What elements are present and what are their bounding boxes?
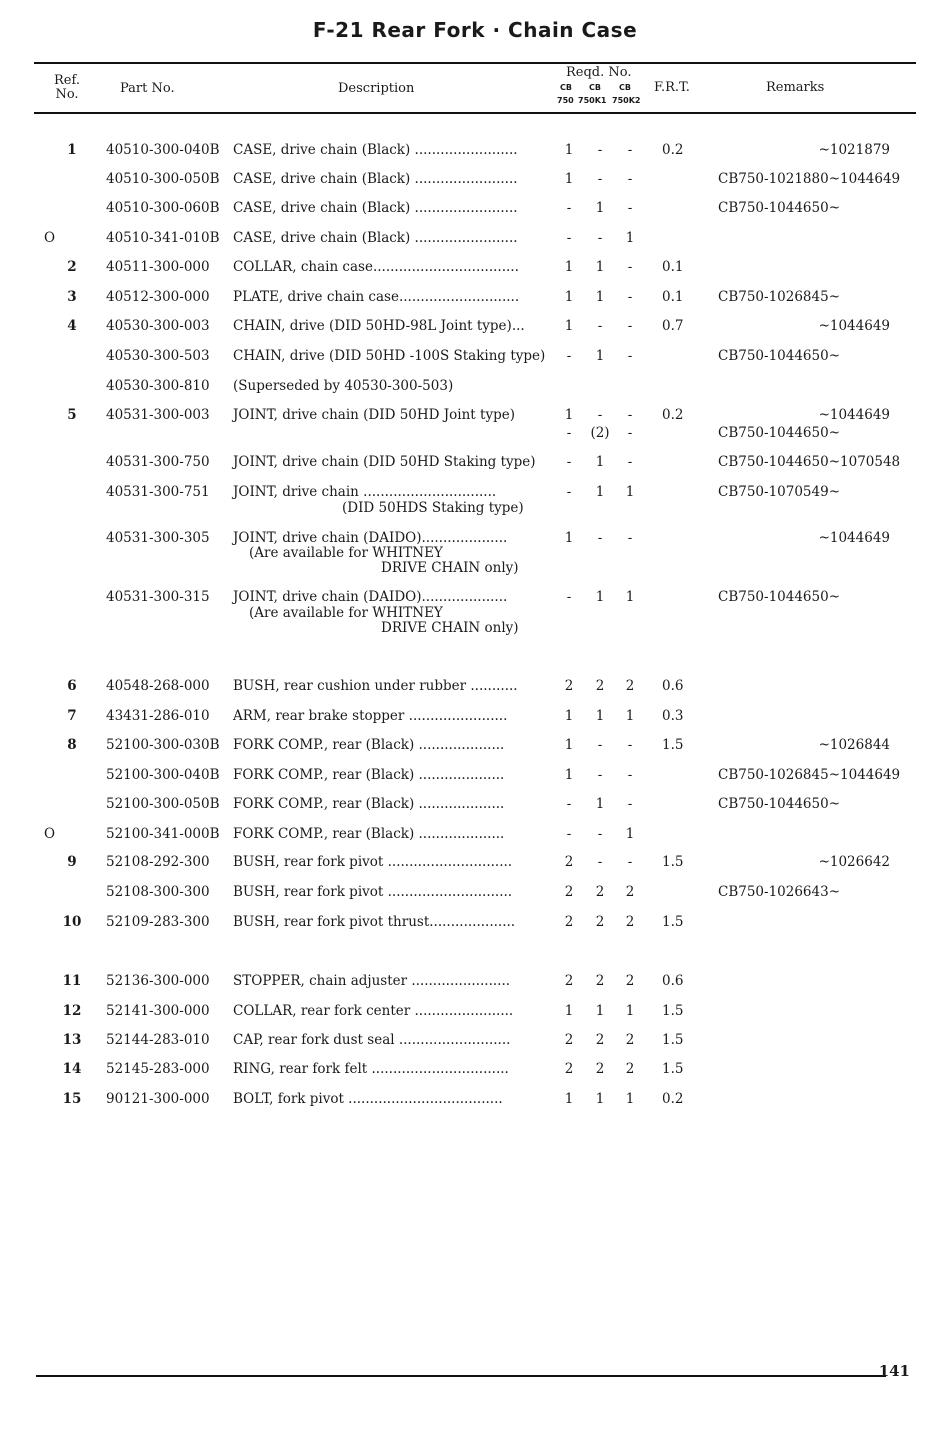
qty-cb750k2: - (627, 142, 633, 158)
part-description: BOLT, fork pivot .................................... (233, 1091, 503, 1107)
frt-value: 0.6 (662, 678, 684, 694)
qty-cb750k2: 1 (625, 826, 635, 842)
remarks: ~1044649 (818, 318, 890, 334)
qty-cb750k2: - (627, 259, 633, 275)
table-row (0, 1061, 950, 1079)
frt-value: 0.2 (662, 142, 684, 158)
frt-value: 0.7 (662, 318, 684, 334)
part-description: JOINT, drive chain (DID 50HD Joint type) (233, 407, 515, 423)
ref-number: 15 (62, 1091, 82, 1107)
part-description: STOPPER, chain adjuster ....................... (233, 973, 511, 989)
qty-cb750k1: 1 (595, 289, 605, 305)
header-bottom-rule (34, 112, 916, 114)
qty-cb750: - (566, 826, 572, 842)
qty-cb750k1: 1 (595, 454, 605, 470)
qty-cb750k2: 1 (625, 708, 635, 724)
qty-cb750k1: 2 (595, 1061, 605, 1077)
qty-cb750: 1 (564, 289, 574, 305)
qty-cb750k1: 1 (595, 348, 605, 364)
qty-cb750: - (566, 425, 572, 441)
remarks: CB750-1044650~ (718, 348, 841, 364)
qty-cb750k2: 1 (625, 484, 635, 500)
part-number: 40531-300-003 (106, 407, 210, 423)
frt-value: 0.3 (662, 708, 684, 724)
part-number: 40512-300-000 (106, 289, 210, 305)
remarks: ~1026642 (818, 854, 890, 870)
qty-cb750k2: 2 (625, 973, 635, 989)
subline-305-a: (Are available for WHITNEY (249, 545, 443, 561)
table-row (0, 259, 950, 277)
header-ref-line1: Ref. (54, 73, 80, 88)
part-number: 52136-300-000 (106, 973, 210, 989)
qty-cb750: 1 (564, 142, 574, 158)
qty-cb750: - (566, 200, 572, 216)
qty-cb750: - (566, 230, 572, 246)
part-number: 40530-300-003 (106, 318, 210, 334)
subline-305-b: DRIVE CHAIN only) (381, 560, 519, 576)
qty-cb750: 1 (564, 1091, 574, 1107)
ref-number: 3 (67, 289, 77, 305)
qty-cb750k1: 2 (595, 1032, 605, 1048)
qty-cb750k2: 1 (625, 1003, 635, 1019)
part-description: COLLAR, rear fork center ....................... (233, 1003, 514, 1019)
header-model-750: 750 (557, 96, 574, 105)
qty-cb750: 1 (564, 530, 574, 546)
frt-value: 0.1 (662, 289, 684, 305)
ref-number: 4 (67, 318, 77, 334)
part-description: BUSH, rear fork pivot thrust.................... (233, 914, 516, 930)
table-row (0, 530, 950, 548)
qty-cb750k1: - (597, 767, 603, 783)
header-description: Description (338, 81, 415, 96)
ref-number: 9 (67, 854, 77, 870)
part-number: 52100-300-030B (106, 737, 220, 753)
part-description: JOINT, drive chain (DAIDO).................... (233, 589, 508, 605)
subline-315-b: DRIVE CHAIN only) (381, 620, 519, 636)
qty-cb750k1: (2) (590, 425, 610, 441)
part-number: 40531-300-751 (106, 484, 210, 500)
qty-cb750k2: - (627, 289, 633, 305)
qty-cb750: 1 (564, 259, 574, 275)
frt-value: 1.5 (662, 1032, 684, 1048)
part-number: 52100-300-050B (106, 796, 220, 812)
qty-cb750k1: 2 (595, 884, 605, 900)
qty-cb750k1: 1 (595, 708, 605, 724)
qty-cb750k1: - (597, 826, 603, 842)
qty-cb750k1: 2 (595, 914, 605, 930)
table-row (0, 289, 950, 307)
page-number: 141 (878, 1362, 910, 1380)
header-frt: F.R.T. (654, 80, 690, 95)
ref-number: 11 (62, 973, 82, 989)
header-ref-line2: No. (55, 87, 79, 102)
qty-cb750k1: 1 (595, 589, 605, 605)
part-number: 40510-300-050B (106, 171, 220, 187)
frt-value: 1.5 (662, 854, 684, 870)
table-row (0, 200, 950, 218)
qty-cb750: 1 (564, 407, 574, 423)
part-description: BUSH, rear fork pivot ............................. (233, 884, 513, 900)
part-number: 52108-300-300 (106, 884, 210, 900)
remarks: ~1026844 (818, 737, 890, 753)
header-reqd: Reqd. No. (566, 65, 632, 80)
part-number: 40531-300-315 (106, 589, 210, 605)
qty-cb750: - (566, 454, 572, 470)
ref-number: 14 (62, 1061, 82, 1077)
part-description: COLLAR, chain case.................................. (233, 259, 519, 275)
part-description: FORK COMP., rear (Black) .................... (233, 737, 505, 753)
qty-cb750k2: 2 (625, 914, 635, 930)
qty-cb750k2: 2 (625, 1032, 635, 1048)
qty-cb750k2: - (627, 407, 633, 423)
header-model-750k2: 750K2 (612, 96, 641, 105)
qty-cb750k2: 1 (625, 1091, 635, 1107)
header-model-750k1: 750K1 (578, 96, 607, 105)
new-part-marker: O (44, 230, 56, 246)
qty-cb750: 1 (564, 737, 574, 753)
qty-cb750k2: - (627, 171, 633, 187)
table-row (0, 318, 950, 336)
table-row (0, 425, 950, 443)
remarks: CB750-1026845~ (718, 289, 841, 305)
remarks: ~1044649 (818, 407, 890, 423)
table-row (0, 230, 950, 248)
part-number: 40531-300-305 (106, 530, 210, 546)
remarks: CB750-1044650~ (718, 200, 841, 216)
qty-cb750k2: - (627, 425, 633, 441)
frt-value: 1.5 (662, 737, 684, 753)
part-description: BUSH, rear cushion under rubber ........... (233, 678, 518, 694)
ref-number: 12 (62, 1003, 82, 1019)
frt-value: 0.1 (662, 259, 684, 275)
qty-cb750k2: 1 (625, 589, 635, 605)
qty-cb750k1: 1 (595, 796, 605, 812)
table-row (0, 1091, 950, 1109)
remarks: CB750-1021880~1044649 (718, 171, 901, 187)
frt-value: 0.2 (662, 407, 684, 423)
part-description: (Superseded by 40530-300-503) (233, 378, 454, 394)
part-description: CHAIN, drive (DID 50HD -100S Staking type) (233, 348, 546, 364)
table-row (0, 973, 950, 991)
ref-number: 8 (67, 737, 77, 753)
subline-751: (DID 50HDS Staking type) (342, 500, 524, 516)
part-description: CASE, drive chain (Black) ........................ (233, 230, 518, 246)
qty-cb750: 2 (564, 678, 574, 694)
ref-number: 13 (62, 1032, 82, 1048)
part-number: 40530-300-810 (106, 378, 210, 394)
qty-cb750k2: - (627, 348, 633, 364)
qty-cb750: - (566, 484, 572, 500)
frt-value: 1.5 (662, 1003, 684, 1019)
qty-cb750: 2 (564, 914, 574, 930)
ref-number: 5 (67, 407, 77, 423)
part-description: ARM, rear brake stopper ....................... (233, 708, 508, 724)
qty-cb750k1: 1 (595, 200, 605, 216)
table-row (0, 1003, 950, 1021)
frt-value: 1.5 (662, 1061, 684, 1077)
header-ref-label (52, 74, 82, 102)
subline-315-a: (Are available for WHITNEY (249, 605, 443, 621)
part-number: 90121-300-000 (106, 1091, 210, 1107)
table-row (0, 826, 950, 844)
qty-cb750k1: 2 (595, 973, 605, 989)
part-number: 52144-283-010 (106, 1032, 210, 1048)
part-description: CASE, drive chain (Black) ........................ (233, 142, 518, 158)
part-number: 40531-300-750 (106, 454, 210, 470)
remarks: ~1021879 (818, 142, 890, 158)
qty-cb750k1: - (597, 230, 603, 246)
part-number: 52100-300-040B (106, 767, 220, 783)
part-number: 52100-341-000B (106, 826, 220, 842)
qty-cb750k2: - (627, 530, 633, 546)
part-number: 52109-283-300 (106, 914, 210, 930)
header-top-rule (34, 62, 916, 64)
qty-cb750k1: 1 (595, 1091, 605, 1107)
qty-cb750k2: 1 (625, 230, 635, 246)
qty-cb750: 2 (564, 1032, 574, 1048)
header-part-no: Part No. (120, 81, 175, 96)
table-row (0, 407, 950, 425)
qty-cb750: - (566, 348, 572, 364)
part-number: 40530-300-503 (106, 348, 210, 364)
part-description: CASE, drive chain (Black) ........................ (233, 200, 518, 216)
part-number: 40510-300-060B (106, 200, 220, 216)
page-title: F-21 Rear Fork · Chain Case (312, 18, 638, 42)
qty-cb750k2: - (627, 200, 633, 216)
qty-cb750k2: - (627, 737, 633, 753)
qty-cb750k1: - (597, 407, 603, 423)
table-row (0, 589, 950, 607)
qty-cb750k2: - (627, 767, 633, 783)
qty-cb750: 2 (564, 854, 574, 870)
part-number: 40510-341-010B (106, 230, 220, 246)
table-row (0, 678, 950, 696)
part-description: JOINT, drive chain (DID 50HD Staking type) (233, 454, 536, 470)
qty-cb750k1: - (597, 318, 603, 334)
header-model-cb-3: CB (619, 83, 631, 92)
qty-cb750k1: 1 (595, 259, 605, 275)
part-description: CHAIN, drive (DID 50HD-98L Joint type)... (233, 318, 525, 334)
frt-value: 0.6 (662, 973, 684, 989)
part-number: 40510-300-040B (106, 142, 220, 158)
qty-cb750k1: - (597, 737, 603, 753)
qty-cb750k1: - (597, 171, 603, 187)
header-remarks: Remarks (766, 80, 825, 95)
part-description: CASE, drive chain (Black) ........................ (233, 171, 518, 187)
remarks: ~1044649 (818, 530, 890, 546)
remarks: CB750-1044650~ (718, 589, 841, 605)
qty-cb750k2: 2 (625, 1061, 635, 1077)
table-row (0, 796, 950, 814)
part-number: 52141-300-000 (106, 1003, 210, 1019)
part-description: FORK COMP., rear (Black) .................... (233, 796, 505, 812)
table-row (0, 708, 950, 726)
table-row (0, 171, 950, 189)
qty-cb750: 1 (564, 1003, 574, 1019)
table-row (0, 767, 950, 785)
table-row (0, 348, 950, 366)
qty-cb750k2: - (627, 796, 633, 812)
qty-cb750k2: - (627, 454, 633, 470)
qty-cb750: - (566, 589, 572, 605)
ref-number: 6 (67, 678, 77, 694)
qty-cb750k1: - (597, 142, 603, 158)
qty-cb750: 1 (564, 318, 574, 334)
qty-cb750: 2 (564, 1061, 574, 1077)
qty-cb750: 2 (564, 973, 574, 989)
part-number: 40548-268-000 (106, 678, 210, 694)
header-model-cb-1: CB (560, 83, 572, 92)
qty-cb750k2: - (627, 318, 633, 334)
part-description: PLATE, drive chain case............................ (233, 289, 520, 305)
part-description: RING, rear fork felt ................................ (233, 1061, 509, 1077)
remarks: CB750-1044650~1070548 (718, 454, 901, 470)
remarks: CB750-1026643~ (718, 884, 841, 900)
qty-cb750: 1 (564, 171, 574, 187)
footer-rule (36, 1375, 886, 1377)
part-description: FORK COMP., rear (Black) .................... (233, 767, 505, 783)
qty-cb750k2: - (627, 854, 633, 870)
qty-cb750k1: 2 (595, 678, 605, 694)
ref-number: 2 (67, 259, 77, 275)
table-row (0, 884, 950, 902)
table-row (0, 854, 950, 872)
qty-cb750k1: 1 (595, 484, 605, 500)
qty-cb750k2: 2 (625, 678, 635, 694)
ref-number: 7 (67, 708, 77, 724)
qty-cb750k1: - (597, 530, 603, 546)
part-number: 40511-300-000 (106, 259, 210, 275)
table-row (0, 737, 950, 755)
remarks: CB750-1026845~1044649 (718, 767, 901, 783)
qty-cb750: 1 (564, 767, 574, 783)
part-description: BUSH, rear fork pivot ............................. (233, 854, 513, 870)
remarks: CB750-1044650~ (718, 425, 841, 441)
part-description: JOINT, drive chain ............................... (233, 484, 497, 500)
remarks: CB750-1044650~ (718, 796, 841, 812)
header-model-cb-2: CB (589, 83, 601, 92)
remarks: CB750-1070549~ (718, 484, 841, 500)
part-description: FORK COMP., rear (Black) .................... (233, 826, 505, 842)
part-description: CAP, rear fork dust seal .......................... (233, 1032, 511, 1048)
qty-cb750: 2 (564, 884, 574, 900)
qty-cb750: - (566, 796, 572, 812)
frt-value: 1.5 (662, 914, 684, 930)
qty-cb750: 1 (564, 708, 574, 724)
ref-number: 10 (62, 914, 82, 930)
qty-cb750k1: 1 (595, 1003, 605, 1019)
part-number: 52145-283-000 (106, 1061, 210, 1077)
qty-cb750k1: - (597, 854, 603, 870)
table-row (0, 142, 950, 160)
table-row (0, 378, 950, 396)
frt-value: 0.2 (662, 1091, 684, 1107)
table-row (0, 1032, 950, 1050)
table-row (0, 454, 950, 472)
part-description: JOINT, drive chain (DAIDO).................... (233, 530, 508, 546)
table-row (0, 914, 950, 932)
qty-cb750k2: 2 (625, 884, 635, 900)
new-part-marker: O (44, 826, 56, 842)
part-number: 43431-286-010 (106, 708, 210, 724)
part-number: 52108-292-300 (106, 854, 210, 870)
ref-number: 1 (67, 142, 77, 158)
